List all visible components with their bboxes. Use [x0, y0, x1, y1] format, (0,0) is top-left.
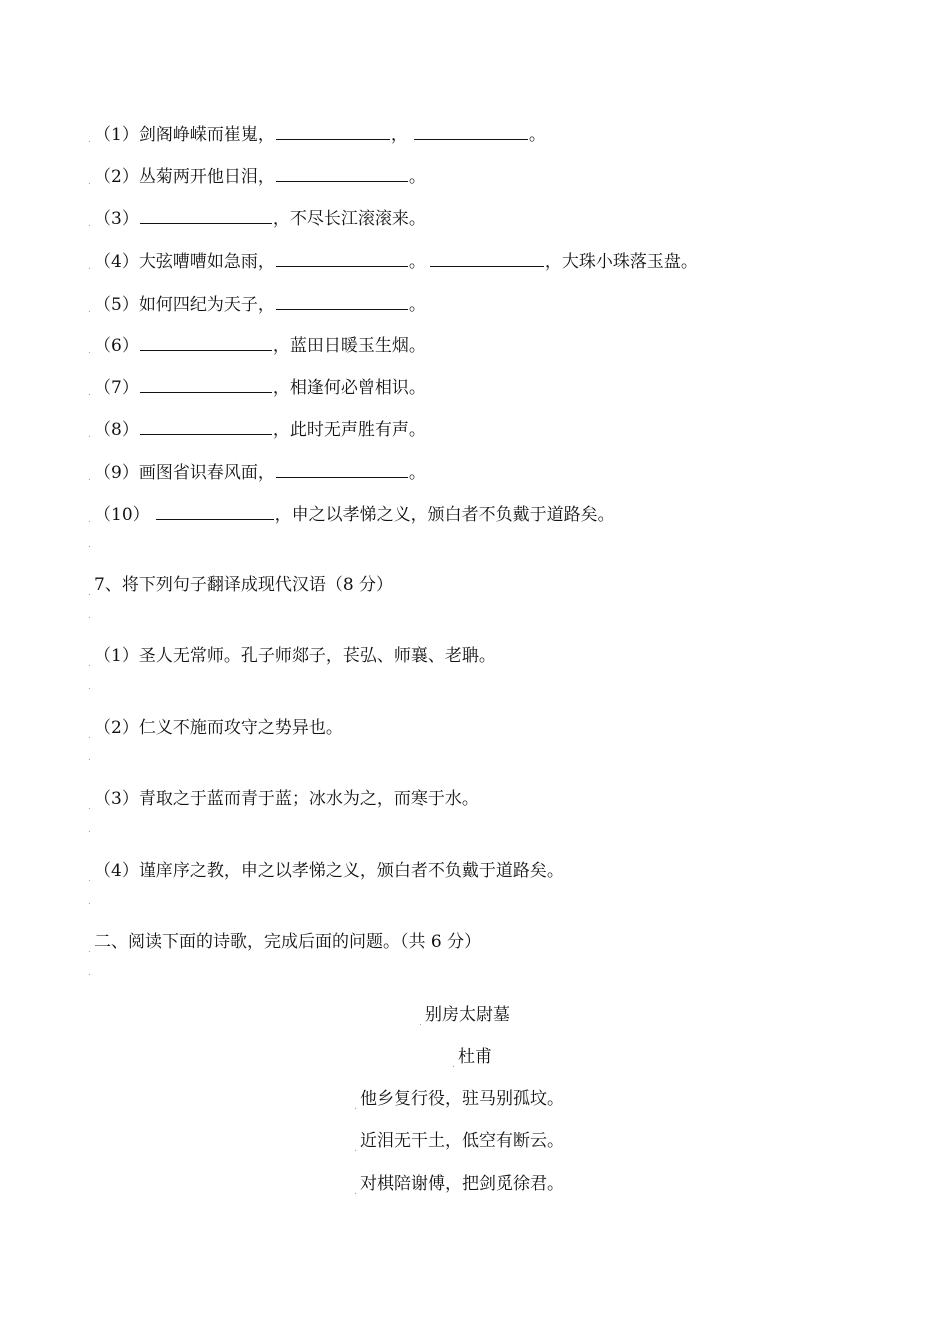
question-7-heading: [88, 574, 393, 596]
fill-blank-4: [88, 248, 698, 273]
translate-item-3: [88, 788, 479, 810]
paragraph-mark: .: [88, 682, 91, 692]
answer-blank[interactable]: [276, 121, 390, 140]
item-number: （5）: [94, 295, 139, 315]
verse-text: ，申之以孝悌之义，颁白者不负戴于道路矣。: [274, 505, 615, 525]
paragraph-mark: .: [88, 731, 91, 741]
fill-blank-9: [88, 459, 426, 484]
paragraph-mark: .: [88, 515, 91, 525]
paragraph-mark: .: [88, 659, 91, 669]
paragraph-mark: .: [88, 753, 91, 763]
item-number: （8）: [94, 420, 139, 440]
verse-text: 如何四纪为天子，: [138, 295, 275, 315]
poem-line-3: [354, 1173, 564, 1195]
poem-author-text: 杜甫: [458, 1047, 492, 1067]
fill-blank-3: [88, 205, 426, 230]
verse-text: 。: [528, 125, 546, 145]
paragraph-mark: .: [88, 897, 91, 907]
sentence-text: （1）圣人无常师。孔子师郯子，苌弘、师襄、老聃。: [94, 646, 496, 666]
paragraph-mark: .: [88, 611, 91, 621]
paragraph-mark: .: [88, 430, 91, 440]
verse-text: 。: [408, 167, 426, 187]
sentence-text: （3）青取之于蓝而青于蓝；冰水为之，而寒于水。: [94, 789, 479, 809]
sentence-text: （2）仁义不施而攻守之势异也。: [94, 718, 343, 738]
answer-blank[interactable]: [276, 163, 408, 182]
item-number: （4）: [94, 252, 139, 272]
answer-blank[interactable]: [140, 332, 272, 351]
item-number: （7）: [94, 378, 139, 398]
verse-text: ，蓝田日暖玉生烟。: [272, 336, 426, 356]
paragraph-mark: .: [88, 588, 91, 598]
answer-blank[interactable]: [140, 416, 272, 435]
answer-blank[interactable]: [276, 248, 408, 267]
answer-blank[interactable]: [140, 205, 272, 224]
paragraph-mark: .: [354, 1187, 357, 1197]
paragraph-mark: .: [88, 346, 91, 356]
fill-blank-5: [88, 291, 426, 316]
poem-title-text: 别房太尉墓: [425, 1005, 510, 1025]
item-number: （10）: [94, 505, 150, 525]
paragraph-mark: .: [452, 1060, 455, 1070]
paragraph-mark: .: [88, 305, 91, 315]
verse-text: 。: [408, 463, 426, 483]
paragraph-mark: .: [88, 945, 91, 955]
verse-text: 画图省识春风面，: [138, 463, 275, 483]
section-2-heading: [88, 931, 481, 953]
translate-item-1: [88, 645, 496, 667]
verse-text: ，大珠小珠落玉盘。: [544, 252, 698, 272]
answer-blank[interactable]: [156, 501, 274, 520]
item-number: （9）: [94, 463, 139, 483]
poem-author: [452, 1046, 492, 1068]
heading-text: 7、将下列句子翻译成现代汉语（8 分）: [94, 575, 394, 595]
sentence-text: （4）谨庠序之教，申之以孝悌之义，颁白者不负戴于道路矣。: [94, 861, 564, 881]
answer-blank[interactable]: [276, 459, 408, 478]
paragraph-mark: .: [88, 802, 91, 812]
poem-line-text: 他乡复行役，驻马别孤坟。: [360, 1089, 564, 1109]
paragraph-mark: .: [88, 968, 91, 978]
answer-blank[interactable]: [430, 248, 544, 267]
verse-text: ，: [390, 125, 408, 145]
verse-text: ，相逢何必曾相识。: [272, 378, 426, 398]
paragraph-mark: .: [88, 388, 91, 398]
poem-line-text: 对棋陪谢傅，把剑觅徐君。: [360, 1174, 564, 1194]
paragraph-mark: .: [88, 825, 91, 835]
verse-text: 剑阁峥嵘而崔嵬，: [138, 125, 275, 145]
paragraph-mark: .: [88, 262, 91, 272]
paragraph-mark: .: [88, 135, 91, 145]
verse-text: 大弦嘈嘈如急雨，: [138, 252, 275, 272]
poem-title: [419, 1004, 510, 1026]
answer-blank[interactable]: [276, 291, 408, 310]
paragraph-mark: .: [354, 1102, 357, 1112]
verse-text: 丛菊两开他日泪，: [138, 167, 275, 187]
fill-blank-6: [88, 332, 426, 357]
paragraph-mark: .: [88, 177, 91, 187]
answer-blank[interactable]: [414, 121, 528, 140]
item-number: （3）: [94, 209, 139, 229]
paragraph-mark: .: [88, 874, 91, 884]
verse-text: ，不尽长江滚滚来。: [272, 209, 426, 229]
poem-line-1: [354, 1088, 564, 1110]
fill-blank-7: [88, 374, 426, 399]
verse-text: 。: [408, 252, 426, 272]
fill-blank-1: [88, 121, 546, 146]
paragraph-mark: .: [88, 473, 91, 483]
heading-text: 二、阅读下面的诗歌，完成后面的问题。（共 6 分）: [94, 932, 482, 952]
poem-line-2: [354, 1130, 564, 1152]
paragraph-mark: .: [88, 540, 91, 550]
verse-text: 。: [408, 295, 426, 315]
answer-blank[interactable]: [140, 374, 272, 393]
paragraph-mark: .: [88, 219, 91, 229]
translate-item-4: [88, 860, 564, 882]
translate-item-2: [88, 717, 343, 739]
item-number: （2）: [94, 167, 139, 187]
paragraph-mark: .: [354, 1144, 357, 1154]
fill-blank-10: [88, 501, 615, 526]
verse-text: ，此时无声胜有声。: [272, 420, 426, 440]
item-number: （6）: [94, 336, 139, 356]
item-number: （1）: [94, 125, 139, 145]
fill-blank-8: [88, 416, 426, 441]
poem-line-text: 近泪无干土，低空有断云。: [360, 1131, 564, 1151]
paragraph-mark: .: [419, 1018, 422, 1028]
fill-blank-2: [88, 163, 426, 188]
